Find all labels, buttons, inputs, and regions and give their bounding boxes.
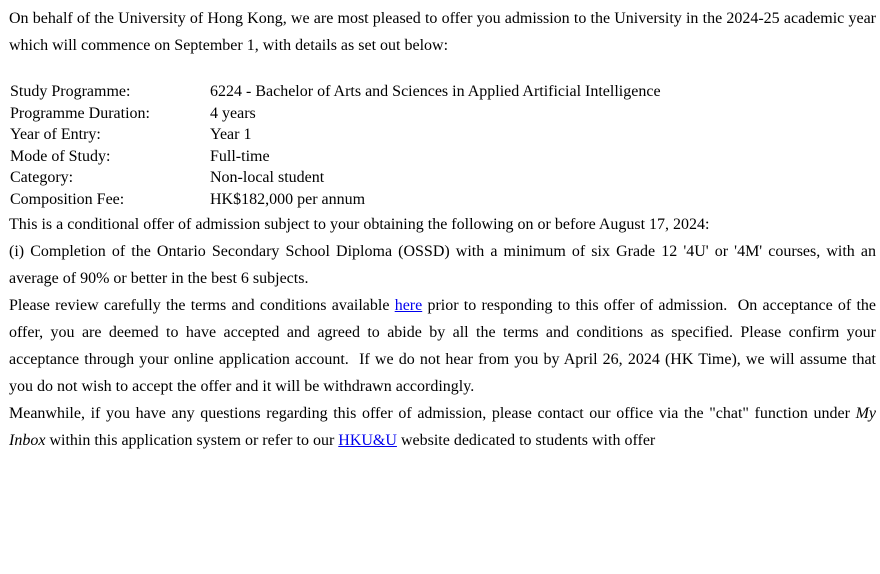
table-row-category xyxy=(10,167,876,189)
terms-text-before-link: Please review carefully the terms and conditions available xyxy=(9,296,395,314)
terms-text-after-link: prior to responding to this offer of admission. On acceptance of the offer, you are deemed to have accepted and agreed to abide by all the terms and conditions as specified. Please confirm your acceptance through your online application account. If we do not hear from you by April 26, 2024 (HK Time), we will assume that you do not wish to accept the offer and it will be withdrawn accordingly. xyxy=(9,296,880,395)
conditional-offer-paragraph xyxy=(9,211,876,238)
terms-paragraph xyxy=(9,292,880,400)
my-inbox-label: My Inbox xyxy=(9,404,880,449)
contact-text-before-inbox: Meanwhile, if you have any questions regarding this offer of admission, please contact our office via the "chat" function under xyxy=(9,404,856,422)
detail-label: Programme Duration: xyxy=(10,104,150,122)
detail-value: Full-time xyxy=(210,147,270,165)
detail-label: Composition Fee: xyxy=(10,190,125,208)
contact-text-after-link: website dedicated to students with offer xyxy=(396,431,656,449)
table-row-study-programme xyxy=(10,81,876,103)
condition-item-text: (i) Completion of the Ontario Secondary School Diploma (OSSD) with a minimum of six Grade 12 '4U' or '4M' courses, with an average of 90% or better in the best 6 subjects. xyxy=(9,242,880,287)
detail-value: Year 1 xyxy=(210,126,252,144)
detail-label: Study Programme: xyxy=(10,83,131,100)
contact-paragraph xyxy=(9,400,880,454)
intro-text: On behalf of the University of Hong Kong, we are most pleased to offer you admission to the University in the 2024-25 academic year which will commence on September 1, with details as set out below: xyxy=(9,10,880,54)
programme-details-table xyxy=(10,81,876,211)
table-row-year-of-entry xyxy=(10,124,876,146)
conditional-offer-text: This is a conditional offer of admission subject to your obtaining the following on or before August 17, 2024: xyxy=(9,215,710,233)
table-row-composition-fee xyxy=(10,189,876,211)
table-row-programme-duration xyxy=(10,103,876,125)
detail-label: Category: xyxy=(10,169,74,187)
table-row-mode-of-study xyxy=(10,146,876,168)
detail-value: 6224 - Bachelor of Arts and Sciences in Applied Artificial Intelligence xyxy=(210,83,661,100)
intro-paragraph xyxy=(9,5,880,59)
detail-value: HK$182,000 per annum xyxy=(210,190,366,208)
condition-item-paragraph xyxy=(9,238,880,292)
detail-value: 4 years xyxy=(210,104,256,122)
detail-label: Mode of Study: xyxy=(10,147,111,165)
detail-label: Year of Entry: xyxy=(10,126,101,144)
detail-value: Non-local student xyxy=(210,169,325,187)
terms-and-conditions-here-link[interactable]: here xyxy=(394,296,423,314)
hku-and-u-website-link[interactable]: HKU&U xyxy=(338,431,397,449)
contact-text-middle: within this application system or refer to our xyxy=(45,431,339,449)
